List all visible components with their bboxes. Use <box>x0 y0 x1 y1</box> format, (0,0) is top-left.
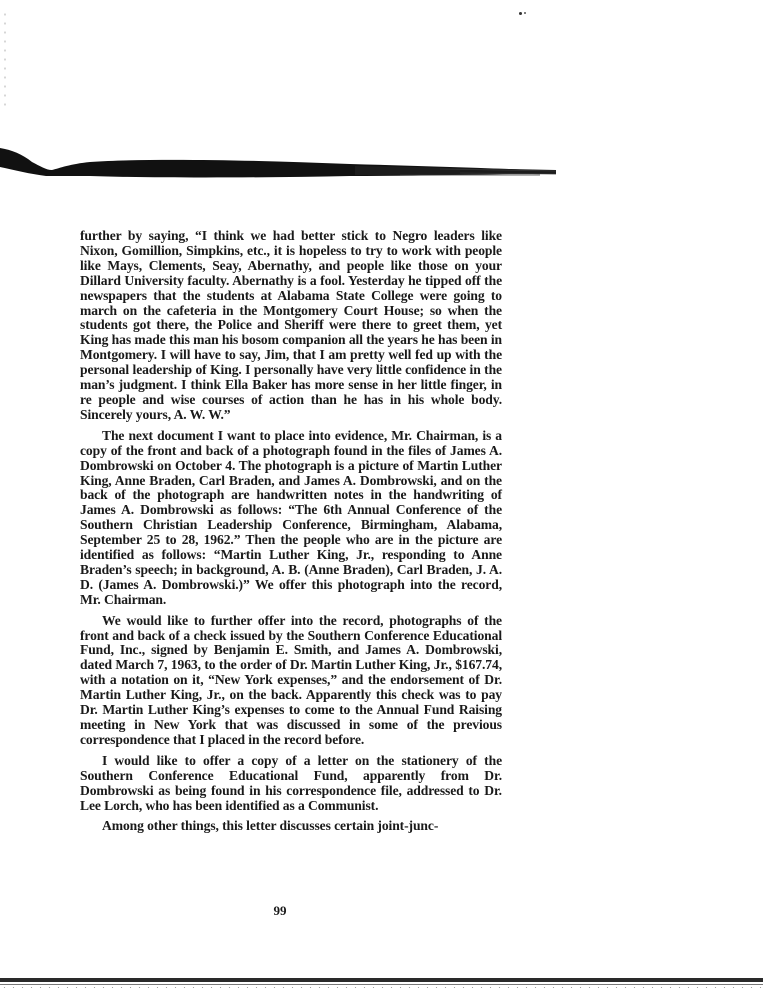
ink-brush-stroke <box>0 140 560 190</box>
paragraph: further by saying, “I think we had better stick to Negro leaders like Nixon, Gomillion, Simpkins, etc., it is hopeless to try to work with people like Mays, Clements, Seay, Abernathy, and people like those on your Dillard University faculty. Abernathy is a fool. Yesterday he tipped off the newspapers that the students at Alabama State College were going to march on the cafeteria in the Montgomery Court House; so when the students got there, the Police and Sheriff were there to greet them, yet King has made this man his bosom companion all the years he has been in Montgomery. I will have to say, Jim, that I am pretty well fed up with the personal leadership of King. I personally have very little confidence in the man’s judgment. I think Ella Baker has more sense in her little finger, in re people and wise courses of action than he has in his whole body. Sincerely yours, A. W. W.” <box>80 228 502 422</box>
scan-artifact <box>2 10 8 110</box>
page-number: 99 <box>273 903 287 918</box>
page-edge-rule <box>0 978 763 982</box>
paragraph: The next document I want to place into evidence, Mr. Chairman, is a copy of the front and back of a photograph found in the files of James A. Dombrowski on October 4. The photograph is a picture of Martin Luther King, Anne Braden, Carl Braden, and James A. Dombrowski, and on the back of the photograph are handwritten notes in the handwriting of James A. Dombrowski as follows: “The 6th Annual Conference of the Southern Christian Leadership Conference, Birmingham, Alabama, September 25 to 28, 1962.” Then the people who are in the picture are identified as follows: “Martin Luther King, Jr., responding to Anne Braden’s speech; in background, A. B. (Anne Braden), Carl Braden, J. A. D. (James A. Dombrowski.)” We offer this photograph into the record, Mr. Chairman. <box>80 427 502 607</box>
paragraph: I would like to offer a copy of a letter on the stationery of the Southern Conference Educational Fund, apparently from Dr. Dombrowski as being found in his correspondence file, addressed to Dr. Lee Lorch, who has been identified as a Communist. <box>80 752 502 813</box>
body-text <box>80 229 502 840</box>
scan-artifact <box>524 12 526 14</box>
paragraph: Among other things, this letter discusses certain joint-junc- <box>102 818 439 834</box>
scan-artifact <box>0 985 763 990</box>
scan-artifact <box>519 12 522 15</box>
paragraph: We would like to further offer into the record, photographs of the front and back of a check issued by the Southern Conference Educational Fund, Inc., signed by Benjamin E. Smith, and James A. Dombrowski, dated March 7, 1963, to the order of Dr. Martin Luther King, Jr., $167.74, with a notation on it, “New York expenses,” and the endorsement of Dr. Martin Luther King, Jr., on the back. Apparently this check was to pay Dr. Martin Luther King’s expenses to come to the Annual Fund Raising meeting in New York that was discussed in some of the previous correspondence that I placed in the record before. <box>80 612 502 747</box>
